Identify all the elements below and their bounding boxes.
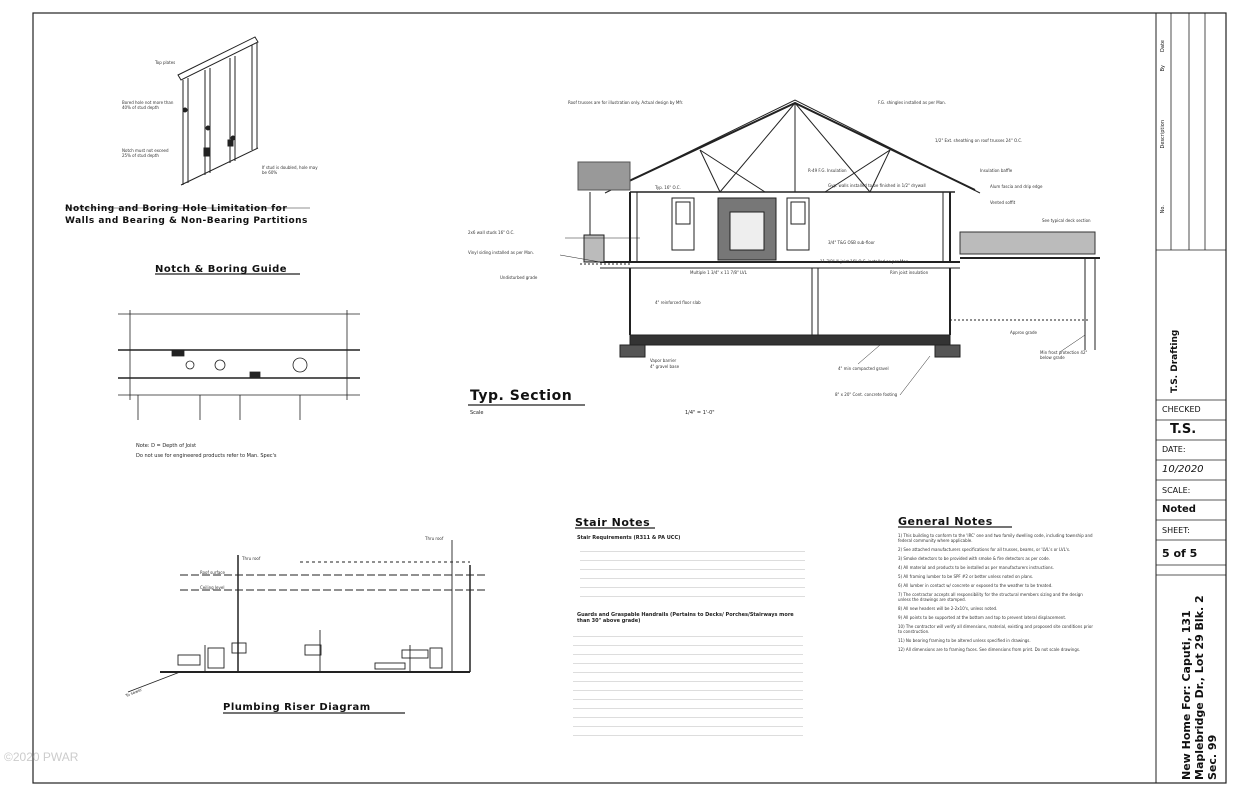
tb-by-header: By	[1160, 65, 1166, 72]
label-typical-16: Typ. 16" O.C.	[655, 185, 681, 190]
tb-scale-value: Noted	[1162, 504, 1196, 515]
section-scale: 1/4" = 1'-0"	[685, 410, 715, 416]
section-title: Typ. Section	[470, 388, 573, 404]
label-sheathing: 1/2" Ext. sheathing on roof trusses 24" O.C.	[935, 138, 1023, 143]
notch-boring-guide	[118, 310, 360, 420]
general-note: 11) No bearing framing to be altered unless specified in drawings.	[898, 638, 1031, 643]
label-undisturbed: Undisturbed grade	[500, 275, 538, 280]
general-note: 7) The contractor accepts all responsibility for the structural members sizing and the design unless the drawings are stamped.	[898, 592, 1083, 602]
stair-text-block-2	[573, 632, 803, 740]
label-slab: 4" reinforced floor slab	[655, 300, 701, 305]
general-title: General Notes	[898, 515, 993, 528]
typical-section	[560, 100, 1100, 395]
label-vinyl: Vinyl siding installed as per Man.	[468, 250, 534, 255]
label-bored-hole: Bored hole not more than 40% of stud depth	[122, 100, 174, 110]
label-gravel: 4" gravel base	[650, 364, 680, 369]
label-top-plates: Top plates	[155, 60, 176, 65]
label-stud-bored: If stud is doubled, hole may be 60%	[262, 165, 318, 175]
tb-description-header: Description	[1160, 120, 1166, 149]
label-wall: 2x6 wall studs 16" O.C.	[468, 230, 515, 235]
tb-project: New Home For: Caputi, 131 Maplebridge Dr., Lot 29 Blk. 2 Sec. 99	[1180, 595, 1219, 780]
plumbing-riser-diagram	[128, 540, 485, 692]
label-floor: 3/4" T&G OSB sub-floor	[828, 240, 875, 245]
general-note: 5) All framing lumber to be SPF #2 or better unless noted on plans.	[898, 574, 1034, 579]
tb-no-header: No.	[1160, 205, 1166, 214]
notching-title: Notching and Boring Hole Limitation for Walls and Bearing & Non-Bearing Partitions	[65, 204, 308, 226]
label-ceiling-level: Ceiling level	[200, 585, 225, 590]
watermark: ©2020 PWAR	[4, 750, 79, 764]
stair-sub2: Guards and Graspable Handrails (Pertains to Decks/ Porches/Stairways more than 30" above grade)	[577, 612, 794, 624]
stair-title: Stair Notes	[575, 516, 651, 529]
general-notes-list	[898, 533, 1093, 656]
label-joist: 11 7/8" 'I' joist 16" O.C. installed as per Man.	[820, 259, 910, 264]
tb-designer: T.S. Drafting	[1170, 329, 1180, 393]
stair-sub1: Stair Requirements (R311 & PA UCC)	[577, 535, 681, 541]
general-note: 4) All material and products to be installed as per manufacturers instructions.	[898, 565, 1054, 570]
label-shingles: F.G. shingles installed as per Man.	[878, 100, 946, 105]
label-see-deck: See typical deck section	[1042, 218, 1091, 223]
label-alum: Alum fascia and drip edge	[990, 184, 1043, 189]
label-thru-roof: Thru roof	[425, 536, 444, 541]
general-note: 8) All new headers will be 2-2x10's, unless noted.	[898, 606, 998, 611]
general-note: 9) All points to be supported at the bottom and top to prevent lateral displacement.	[898, 615, 1067, 620]
general-note: 3) Smoke detectors to be provided with smoke & fire detectors as per code.	[898, 556, 1050, 561]
label-multiple: Multiple 1 3/4" x 11 7/8" LVL	[690, 270, 747, 275]
tb-sheet-label: SHEET:	[1162, 526, 1190, 535]
notch-note-2: Do not use for engineered products refer to Man. Spec's	[136, 453, 277, 459]
tb-checked-label: CHECKED	[1162, 405, 1201, 414]
label-insulation: R-49 F.G. Insulation	[808, 168, 847, 173]
label-to-sewer: To sewer	[124, 686, 143, 699]
plumbing-title: Plumbing Riser Diagram	[223, 702, 371, 713]
label-roof-trusses: Roof trusses are for illustration only. Actual design by Mfr.	[568, 100, 684, 105]
tb-date-header: Date	[1160, 40, 1166, 52]
notch-note-1: Note: D = Depth of Joist	[136, 443, 197, 449]
label-footing: 8" x 20" Cont. concrete footing	[835, 392, 898, 397]
general-note: 2) See attached manufacturers specifications for all trusses, beams, or 'LVL's or LVL's.	[898, 547, 1071, 552]
stair-text-block-1	[580, 547, 805, 602]
general-note: 1) This building to conform to the 'IRC' one and two family dwelling code, including township and federal community where applicable.	[898, 533, 1093, 543]
section-scale-label: Scale	[470, 410, 484, 416]
label-insulation-baffle: Insulation baffle	[980, 168, 1013, 173]
tb-date-value: 10/2020	[1162, 464, 1204, 475]
label-vapor: Vapor barrier	[650, 358, 677, 363]
label-roof-surface: Roof surface	[200, 570, 225, 575]
notch-guide-title: Notch & Boring Guide	[155, 264, 288, 275]
tb-sheet-value: 5 of 5	[1162, 547, 1198, 560]
tb-scale-label: SCALE:	[1162, 486, 1191, 495]
label-finished: Gyp. walls installed to be finished in 1/2" drywall	[828, 183, 926, 188]
general-note: 6) All lumber in contact w/ concrete or exposed to the weather to be treated.	[898, 583, 1053, 588]
label-approx-grade: Approx grade	[1010, 330, 1037, 335]
general-note: 10) The contractor will verify all dimensions, material, existing and proposed site conditions prior to construction.	[898, 624, 1093, 634]
general-note: 12) All dimensions are to framing faces. See dimensions from print. Do not scale drawings.	[898, 647, 1081, 652]
label-vented-soffit: Vented soffit	[990, 200, 1016, 205]
label-rim-joist: Rim joist insulation	[890, 270, 929, 275]
label-notch: Notch must not exceed 25% of stud depth	[122, 148, 169, 158]
label-compacted: 4" min compacted gravel	[838, 366, 889, 371]
label-frost: Min frost protection 42" below grade	[1040, 350, 1088, 360]
tb-checked-value: T.S.	[1170, 422, 1197, 437]
label-thru-roof-2: Thru roof	[242, 556, 261, 561]
tb-date-label: DATE:	[1162, 445, 1186, 454]
